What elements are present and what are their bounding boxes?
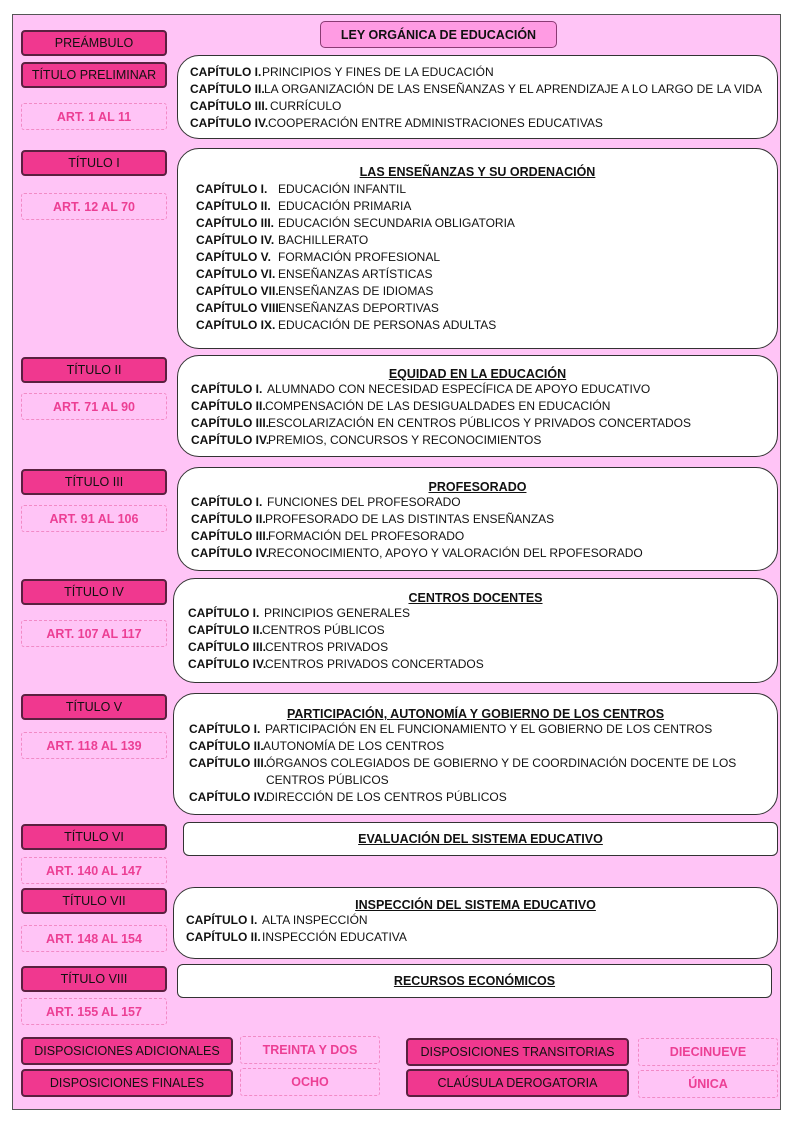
- chapter-name: FORMACIÓN DEL PROFESORADO: [268, 529, 465, 543]
- disposiciones-adicionales-tag[interactable]: DISPOSICIONES ADICIONALES: [21, 1037, 233, 1065]
- chapter-number: CAPÍTULO IV.: [191, 433, 270, 447]
- chapter-name: ENSEÑANZAS DE IDIOMAS: [278, 284, 434, 298]
- chapter-name: RECONOCIMIENTO, APOYO Y VALORACIÓN DEL RPOFESORADO: [268, 546, 643, 560]
- disposition-count: ÚNICA: [638, 1070, 778, 1098]
- chapter-number: CAPÍTULO III.: [196, 216, 274, 230]
- chapter-box-titulo-vi: [183, 822, 778, 856]
- chapter-name: EDUCACIÓN INFANTIL: [278, 182, 407, 196]
- chapter-number: CAPÍTULO III.: [188, 640, 266, 654]
- chapter-name: EDUCACIÓN DE PERSONAS ADULTAS: [278, 318, 497, 332]
- chapter-name: CENTROS PRIVADOS CONCERTADOS: [265, 657, 484, 671]
- chapter-number: CAPÍTULO I.: [188, 606, 260, 620]
- chapter-number: CAPÍTULO II.: [190, 82, 265, 96]
- chapter-name: LA ORGANIZACIÓN DE LAS ENSEÑANZAS Y EL APRENDIZAJE A LO LARGO DE LA VIDA: [264, 82, 762, 96]
- chapter-number: CAPÍTULO I.: [191, 382, 263, 396]
- clausula-derogatoria-tag[interactable]: CLAÚSULA DEROGATORIA: [406, 1069, 629, 1097]
- chapter-box-titulo-iv: [173, 578, 778, 683]
- chapter-name: EDUCACIÓN SECUNDARIA OBLIGATORIA: [278, 216, 515, 230]
- chapter-name: ALTA INSPECCIÓN: [262, 913, 368, 927]
- chapter-box-preliminar: [177, 55, 778, 139]
- chapter-number: CAPÍTULO II.: [189, 739, 264, 753]
- disposiciones-finales-tag[interactable]: DISPOSICIONES FINALES: [21, 1069, 233, 1097]
- section-heading: INSPECCIÓN DEL SISTEMA EDUCATIVO: [355, 898, 596, 912]
- chapter-name: ÓRGANOS COLEGIADOS DE GOBIERNO Y DE COORDINACIÓN DOCENTE DE LOS: [266, 756, 737, 770]
- section-heading: PARTICIPACIÓN, AUTONOMÍA Y GOBIERNO DE LOS CENTROS: [286, 707, 665, 721]
- titulo-i-tag[interactable]: TÍTULO I: [21, 150, 167, 176]
- section-heading: PROFESORADO: [428, 480, 527, 494]
- chapter-name: CURRÍCULO: [270, 99, 342, 113]
- chapter-name: FORMACIÓN PROFESIONAL: [278, 250, 441, 264]
- chapter-name: PARTICIPACIÓN EN EL FUNCIONAMIENTO Y EL GOBIERNO DE LOS CENTROS: [265, 722, 713, 736]
- chapter-name: EDUCACIÓN PRIMARIA: [278, 199, 412, 213]
- articles-range: ART. 91 AL 106: [21, 505, 167, 532]
- titulo-preliminar-tag[interactable]: TÍTULO PRELIMINAR: [21, 62, 167, 88]
- chapter-name: DIRECCIÓN DE LOS CENTROS PÚBLICOS: [266, 790, 507, 804]
- articles-range: ART. 148 AL 154: [21, 925, 167, 952]
- chapter-name: ENSEÑANZAS DEPORTIVAS: [278, 301, 439, 315]
- titulo-vii-tag[interactable]: TÍTULO VII: [21, 888, 167, 914]
- chapter-box-titulo-ii: [177, 355, 778, 457]
- chapter-name: FUNCIONES DEL PROFESORADO: [267, 495, 461, 509]
- chapter-name: ALUMNADO CON NECESIDAD ESPECÍFICA DE APOYO EDUCATIVO: [267, 382, 651, 396]
- articles-range: ART. 107 AL 117: [21, 620, 167, 647]
- chapter-name: CENTROS PRIVADOS: [265, 640, 389, 654]
- chapter-name: INSPECCIÓN EDUCATIVA: [262, 930, 407, 944]
- chapter-number: CAPÍTULO III.: [191, 529, 269, 543]
- chapter-number: CAPÍTULO IV.: [189, 790, 268, 804]
- chapter-name: CENTROS PÚBLICOS: [262, 623, 385, 637]
- disposition-count: TREINTA Y DOS: [240, 1036, 380, 1064]
- chapter-box-titulo-viii: [177, 964, 772, 998]
- page-title: LEY ORGÁNICA DE EDUCACIÓN: [320, 21, 557, 48]
- disposition-count: DIECINUEVE: [638, 1038, 778, 1066]
- chapter-name: BACHILLERATO: [278, 233, 369, 247]
- chapter-number: CAPÍTULO II.: [191, 399, 266, 413]
- chapter-number: CAPÍTULO IV.: [190, 116, 269, 130]
- chapter-number: CAPÍTULO I.: [191, 495, 263, 509]
- chapter-name: ESCOLARIZACIÓN EN CENTROS PÚBLICOS Y PRIVADOS CONCERTADOS: [268, 416, 691, 430]
- chapter-name: COOPERACIÓN ENTRE ADMINISTRACIONES EDUCATIVAS: [268, 116, 603, 130]
- chapter-number: CAPÍTULO I.: [190, 65, 262, 79]
- chapter-name: PROFESORADO DE LAS DISTINTAS ENSEÑANZAS: [265, 512, 555, 526]
- titulo-iii-tag[interactable]: TÍTULO III: [21, 469, 167, 495]
- disposiciones-transitorias-tag[interactable]: DISPOSICIONES TRANSITORIAS: [406, 1038, 629, 1066]
- chapter-name: PRINCIPIOS GENERALES: [264, 606, 411, 620]
- articles-range: ART. 118 AL 139: [21, 732, 167, 759]
- titulo-vi-tag[interactable]: TÍTULO VI: [21, 824, 167, 850]
- chapter-number: CAPÍTULO IX.: [196, 318, 276, 332]
- chapter-number: CAPÍTULO I.: [189, 722, 261, 736]
- chapter-name: PRINCIPIOS Y FINES DE LA EDUCACIÓN: [262, 65, 494, 79]
- chapter-number: CAPÍTULO III.: [190, 99, 268, 113]
- disposition-count: OCHO: [240, 1068, 380, 1096]
- chapter-number: CAPÍTULO I.: [196, 182, 268, 196]
- titulo-iv-tag[interactable]: TÍTULO IV: [21, 579, 167, 605]
- articles-range: ART. 140 AL 147: [21, 857, 167, 884]
- chapter-number: CAPÍTULO III.: [191, 416, 269, 430]
- chapter-number: CAPÍTULO IV.: [191, 546, 270, 560]
- section-heading: RECURSOS ECONÓMICOS: [393, 974, 556, 988]
- titulo-ii-tag[interactable]: TÍTULO II: [21, 357, 167, 383]
- chapter-number: CAPÍTULO II.: [191, 512, 266, 526]
- titulo-v-tag[interactable]: TÍTULO V: [21, 694, 167, 720]
- preambulo-tag[interactable]: PREÁMBULO: [21, 30, 167, 56]
- chapter-name-continued: CENTROS PÚBLICOS: [266, 773, 389, 787]
- section-heading: EVALUACIÓN DEL SISTEMA EDUCATIVO: [358, 832, 603, 846]
- chapter-number: CAPÍTULO I.: [186, 913, 258, 927]
- articles-range: ART. 1 AL 11: [21, 103, 167, 130]
- chapter-number: CAPÍTULO VII.: [196, 284, 279, 298]
- chapter-name: AUTONOMÍA DE LOS CENTROS: [263, 739, 445, 753]
- chapter-name: PREMIOS, CONCURSOS Y RECONOCIMIENTOS: [268, 433, 542, 447]
- chapter-number: CAPÍTULO IV.: [188, 657, 267, 671]
- chapter-box-titulo-v: [173, 693, 778, 815]
- chapter-number: CAPÍTULO II.: [196, 199, 271, 213]
- section-heading: LAS ENSEÑANZAS Y SU ORDENACIÓN: [359, 165, 596, 179]
- articles-range: ART. 155 AL 157: [21, 998, 167, 1025]
- articles-range: ART. 71 AL 90: [21, 393, 167, 420]
- chapter-number: CAPÍTULO VI.: [196, 267, 276, 281]
- chapter-number: CAPÍTULO IV.: [196, 233, 275, 247]
- articles-range: ART. 12 AL 70: [21, 193, 167, 220]
- chapter-number: CAPÍTULO V.: [196, 250, 271, 264]
- chapter-number: CAPÍTULO VIII.: [196, 301, 283, 315]
- chapter-name: COMPENSACIÓN DE LAS DESIGUALDADES EN EDUCACIÓN: [265, 399, 611, 413]
- chapter-number: CAPÍTULO II.: [186, 930, 261, 944]
- titulo-viii-tag[interactable]: TÍTULO VIII: [21, 966, 167, 992]
- chapter-name: ENSEÑANZAS ARTÍSTICAS: [278, 267, 433, 281]
- chapter-box-titulo-vii: [173, 887, 778, 959]
- chapter-box-titulo-iii: [177, 467, 778, 571]
- chapter-number: CAPÍTULO II.: [188, 623, 263, 637]
- chapter-number: CAPÍTULO III.: [189, 756, 267, 770]
- section-heading: EQUIDAD EN LA EDUCACIÓN: [388, 367, 567, 381]
- chapter-box-titulo-i: [177, 148, 778, 349]
- section-heading: CENTROS DOCENTES: [408, 591, 543, 605]
